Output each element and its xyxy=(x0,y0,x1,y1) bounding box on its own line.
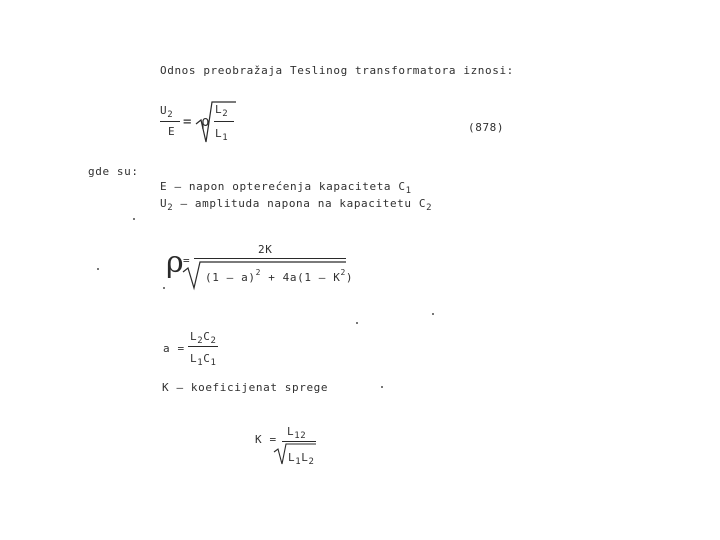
a-numerator: $L_2C_2$ xyxy=(190,330,217,346)
eq878-radicand-denominator: $L_1$ xyxy=(215,127,229,143)
scan-speck xyxy=(381,386,383,388)
scan-speck xyxy=(432,313,434,315)
k-definition: K – koeficijenat sprege xyxy=(162,381,329,394)
a-denominator: $L_1C_1$ xyxy=(190,352,217,368)
rho-equals: = xyxy=(183,254,191,267)
scan-speck xyxy=(97,268,99,270)
rho-denominator: $(1 - a)^2 + 4a(1 - K^2)$ xyxy=(205,268,354,284)
k-denominator: $L_1L_2$ xyxy=(288,451,315,467)
a-lhs: a = xyxy=(163,342,185,355)
eq878-radicand-numerator: $L_2$ xyxy=(215,103,229,119)
scan-speck xyxy=(356,322,358,324)
eq878-lhs-denominator: E xyxy=(168,125,176,138)
rho-numerator: 2K xyxy=(258,243,273,256)
rho-radical-sign xyxy=(183,262,346,288)
eq878-equals-rho: = ρ xyxy=(183,114,211,130)
scan-speck xyxy=(163,287,165,289)
k-lhs: K = xyxy=(255,433,277,446)
k-numerator: $L_{12}$ xyxy=(287,425,307,441)
rho-symbol: ρ xyxy=(166,245,184,280)
gde-su-label: gde su: xyxy=(88,165,139,178)
definition-e: E – napon opterećenja kapaciteta $C_1$ xyxy=(160,180,412,196)
eq878-lhs-numerator: $U_2$ xyxy=(160,104,174,120)
definition-u2: $U_2$ – amplituda napona na kapacitetu $C_2$ xyxy=(160,197,433,213)
equation-number: (878) xyxy=(468,121,505,134)
heading-text: Odnos preobražaja Teslinog transformatora iznosi: xyxy=(160,64,514,77)
scan-speck xyxy=(133,218,135,220)
eq878-radical-sign xyxy=(196,102,236,142)
k-radical-sign xyxy=(274,444,316,464)
